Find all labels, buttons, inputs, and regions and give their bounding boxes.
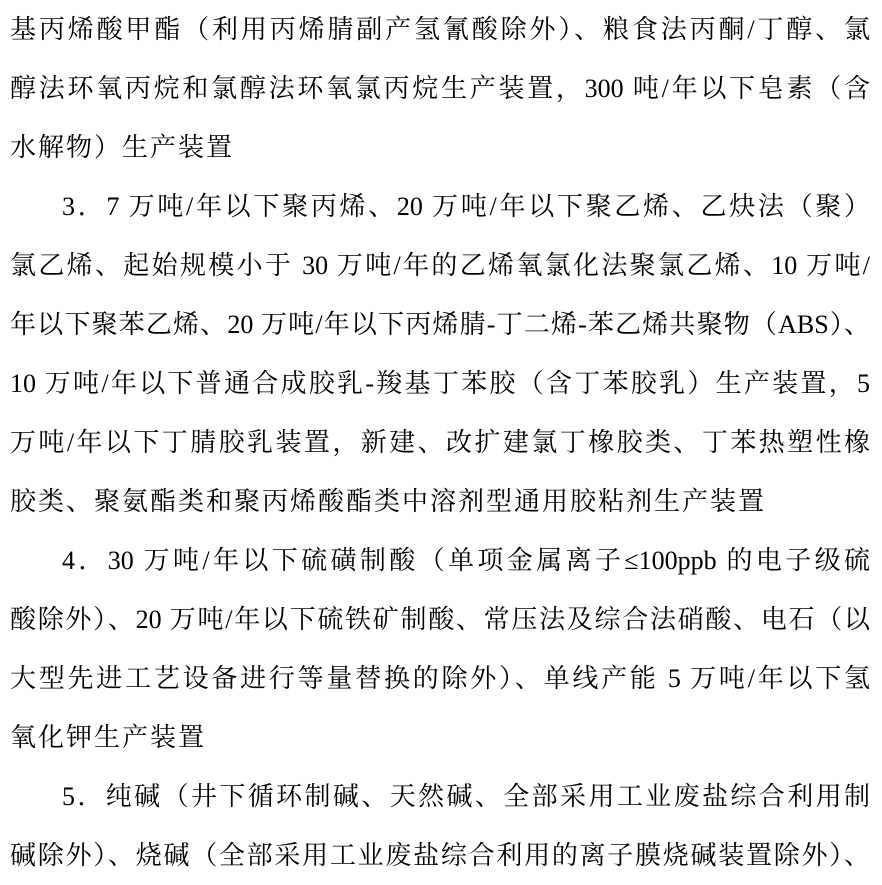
text-line: 碱除外）、烧碱（全部采用工业废盐综合利用的离子膜烧碱装置除外）、 bbox=[10, 841, 870, 870]
text-line: 年以下聚苯乙烯、20 万吨/年以下丙烯腈-丁二烯-苯乙烯共聚物（ABS）、 bbox=[10, 310, 870, 339]
text-line-item-5-start: 5．纯碱（井下循环制碱、天然碱、全部采用工业废盐综合利用制 bbox=[62, 782, 870, 811]
text-line: 水解物）生产装置 bbox=[10, 133, 235, 162]
text-line: 万吨/年以下丁腈胶乳装置，新建、改扩建氯丁橡胶类、丁苯热塑性橡 bbox=[10, 428, 870, 457]
text-line: 氧化钾生产装置 bbox=[10, 723, 207, 752]
text-line: 胶类、聚氨酯类和聚丙烯酸酯类中溶剂型通用胶粘剂生产装置 bbox=[10, 487, 767, 516]
text-line: 10 万吨/年以下普通合成胶乳-羧基丁苯胶（含丁苯胶乳）生产装置，5 bbox=[10, 369, 870, 398]
text-line: 酸除外）、20 万吨/年以下硫铁矿制酸、常压法及综合法硝酸、电石（以 bbox=[10, 605, 870, 634]
text-line-item-3-start: 3．7 万吨/年以下聚丙烯、20 万吨/年以下聚乙烯、乙炔法（聚） bbox=[62, 192, 870, 221]
text-line: 大型先进工艺设备进行等量替换的除外）、单线产能 5 万吨/年以下氢 bbox=[10, 664, 870, 693]
text-line: 醇法环氧丙烷和氯醇法环氧氯丙烷生产装置，300 吨/年以下皂素（含 bbox=[10, 74, 870, 103]
text-line: 氯乙烯、起始规模小于 30 万吨/年的乙烯氧氯化法聚氯乙烯、10 万吨/ bbox=[10, 251, 870, 280]
text-line-item-4-start: 4．30 万吨/年以下硫磺制酸（单项金属离子≤100ppb 的电子级硫 bbox=[62, 546, 870, 575]
text-line: 基丙烯酸甲酯（利用丙烯腈副产氢氰酸除外）、粮食法丙酮/丁醇、氯 bbox=[10, 15, 870, 44]
